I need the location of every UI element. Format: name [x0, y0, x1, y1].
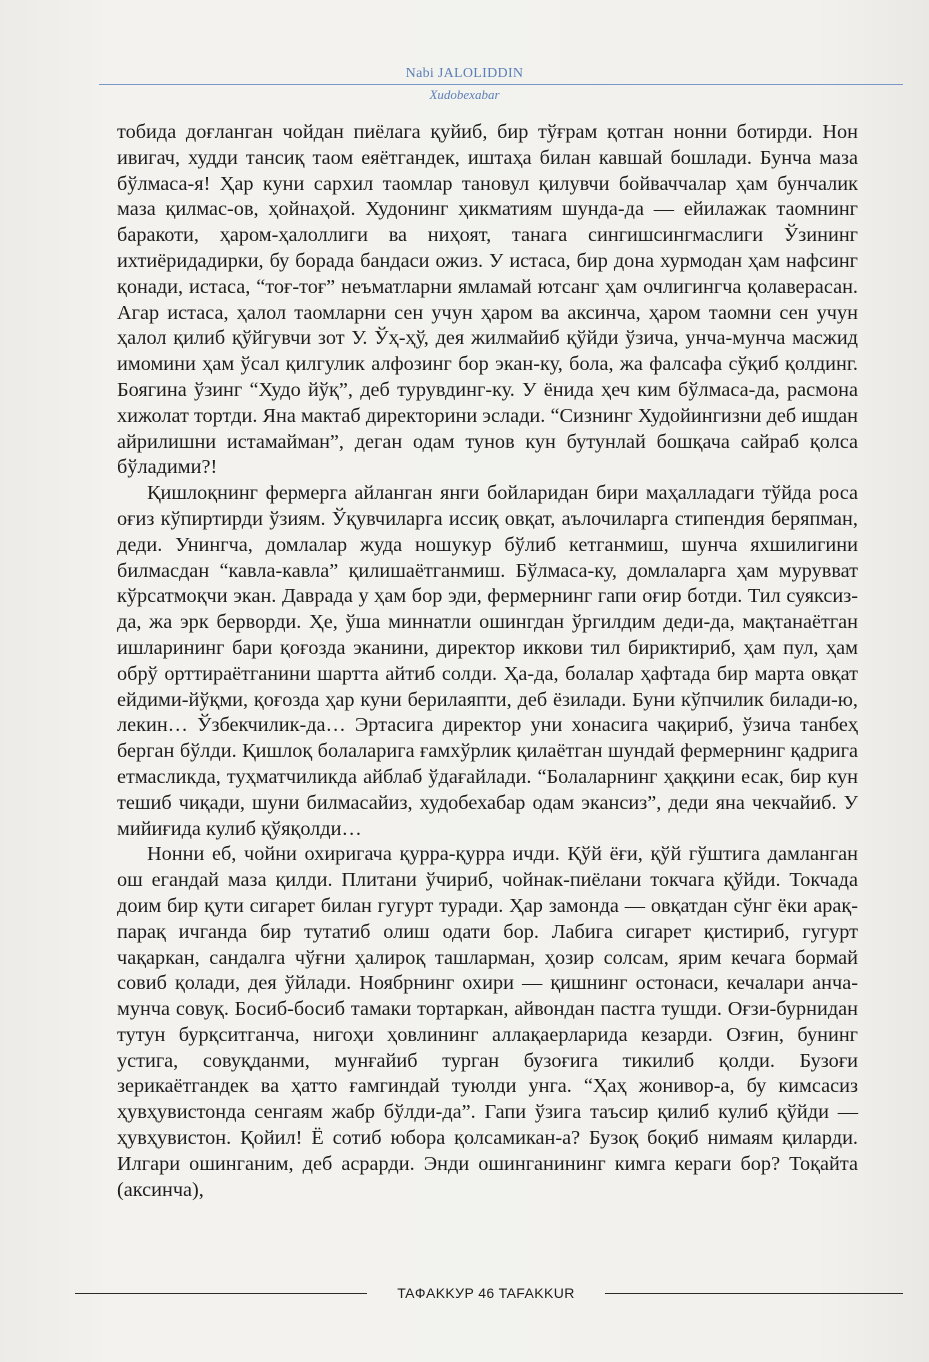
paragraph-2: Қишлоқнинг фермерга айланган янги бойларидан бири маҳалладаги тўйда роса оғиз кўпиртирди ўзиям. Ўқувчиларга иссиқ овқат, аълочиларга стипендия беряпман, деди. Унингча, домлалар жуда ношукур бўлиб кетганмиш, шунча яхшилигини билмасдан “кавла-кавла” қилишаётганмиш. Бўлмаса-ку, домлаларга ҳам мурувват кўрсатмоқчи экан. Даврада у ҳам бор эди, фермернинг гапи оғир ботди. Тил суяксиз-да, жа эрк берворди. Ҳе, ўша миннатли ошингдан ўргилдим деди-да, мақтанаётган ишларининг бари қоғозда эканини, директор иккови тил бириктириб, ҳам пул, ҳам обрў орттираётганини шартта айтиб солди. Ҳа-да, болалар ҳафтада бир марта овқат ейдими-йўқми, қоғозда ҳар куни берилаяпти, деб ёзилади. Буни кўпчилик билади-ю, лекин… Ўзбекчилик-да… Эртасига директор уни хонасига чақириб, ўзича танбеҳ берган бўлди. Қишлоқ болаларига ғамхўрлик қилаётган шундай фермернинг қадрига етмасликда, туҳматчиликда айблаб ўдағайлади. “Болаларнинг ҳаққини есак, бир кун тешиб чиқади, шуни билмасайиз, худобехабар одам экансиз”, деди яна чекчайиб. У мийиғида кулиб қўяқолди…	[117, 482, 858, 840]
running-header-author: Nabi JALOLIDDIN	[405, 66, 524, 81]
footer-rule-right	[605, 1293, 903, 1294]
page-footer	[75, 1283, 903, 1303]
body-text	[117, 120, 858, 1203]
running-header-book-title: Xudobexabar	[429, 87, 500, 102]
paragraph-1: тобида доғланган чойдан пиёлага қуйиб, бир тўғрам қотган нонни ботирди. Нон ивигач, худди тансиқ таом еяётгандек, иштаҳа билан кавшай бошлади. Бунча маза бўлмаса-я! Ҳар куни сархил таомлар тановул қилувчи бойваччалар ҳам бунчалик маза қилмас-ов, ҳойнаҳой. Худонинг ҳикматиям шунда-да — ейилажак таомнинг баракоти, ҳаром-ҳалоллиги ва ниҳоят, танага сингишсингмаслиги Ўзининг ихтиёридадирки, бу борада бандаси ожиз. У истаса, бир дона хурмодан ҳам нафсинг қонади, истаса, “тоғ-тоғ” неъматларни ямламай ютсанг ҳам очлигингча қолаверасан. Агар истаса, ҳалол таомларни сен учун ҳаром ва аксинча, ҳаром таомни сен учун ҳалол қилиб қўйгувчи зот У. Ўҳ-ҳў, дея жилмайиб қўйди ўзича, унча-мунча масжид имомини ҳам ўсал қилгулик алфозинг бор экан-ку, бола, жа фалсафа сўқиб қолдинг. Боягина ўзинг “Худо йўқ”, деб турувдинг-ку. У ёнида ҳеч ким бўлмаса-да, расмона хижолат тортди. Яна мактаб директорини эслади. “Сизнинг Худойингизни деб ишдан айрилишни истамайман”, деган одам тунов кун бутунлай бошқача сайраб қолса бўладими?!	[117, 121, 858, 479]
footer-page-label: TAФAKKУP 46 TAFAKKUR	[397, 1285, 575, 1301]
header-divider	[99, 84, 903, 85]
paragraph-3: Нонни еб, чойни охиригача қурра-қурра ичди. Қўй ёғи, қўй гўштига дамланган ош егандай маза қилди. Плитани ўчириб, чойнак-пиёлани токчага қўйди. Токчада доим бир қути сигарет билан гугурт туради. Ҳар замонда — овқатдан сўнг ёки арақ-парақ ичганда бир тутатиб олиш одати бор. Лабига сигарет қистириб, гугурт чақаркан, сандалга чўғни ҳалироқ ташларман, ҳозир солсам, ярим кечага бормай совиб қолади, дея ўйлади. Ноябрнинг охири — қишнинг остонаси, кечалари анча-мунча совуқ. Босиб-босиб тамаки тортаркан, айвондан пастга тушди. Оғзи-бурнидан тутун бурқситганча, нигоҳи ҳовлининг аллақаерларида кезарди. Озғин, бунинг устига, совуқданми, мунғайиб турган бузоғига тикилиб қолди. Бузоғи зерикаётгандек ва ҳатто ғамгиндай туюлди унга. “Ҳаҳ жонивор-а, бу кимсасиз ҳувҳувистонда сенгаям жабр бўлди-да”. Гапи ўзига таъсир қилиб кулиб қўйди — ҳувҳувистон. Қойил! Ё сотиб юбора қолсамикан-а? Бузоқ боқиб нимаям қиларди. Илгари ошинганим, деб асрарди. Энди ошинганининг кимга кераги бор? Тоқайта (аксинча),	[117, 843, 858, 1201]
footer-rule-left	[75, 1293, 367, 1294]
